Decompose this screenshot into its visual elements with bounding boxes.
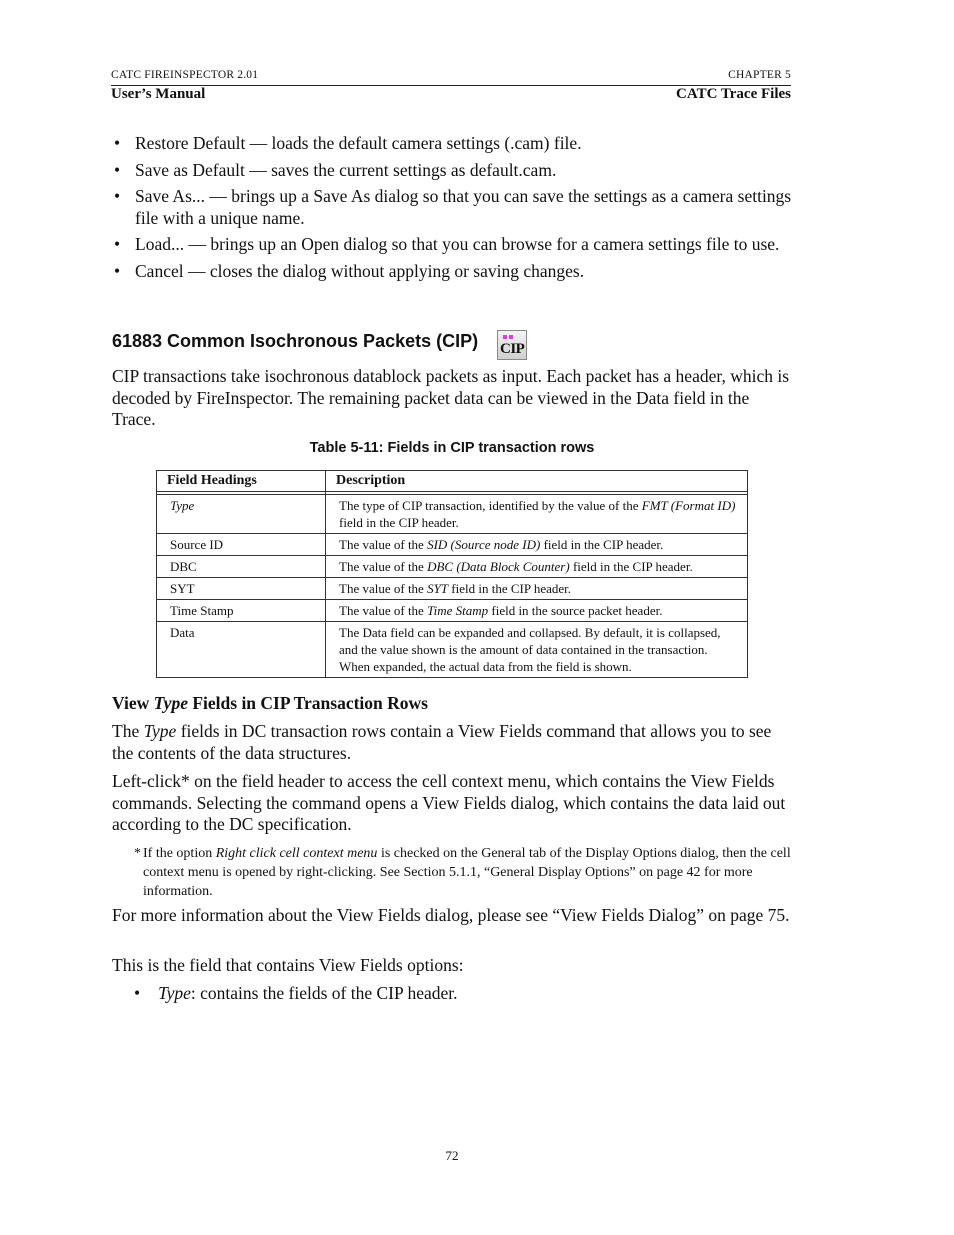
cip-toolbar-icon: [497, 330, 527, 360]
description-cell: The value of the SYT field in the CIP header.: [326, 578, 748, 600]
description-cell: The value of the SID (Source node ID) field in the CIP header.: [326, 534, 748, 556]
list-item: [112, 234, 792, 256]
list-item: [112, 133, 792, 155]
field-cell: Type: [157, 495, 326, 534]
footnote-star: *: [134, 846, 141, 861]
field-cell: Data: [157, 622, 326, 678]
paragraph: This is the field that contains View Fields options:: [112, 955, 464, 975]
section-title: 61883 Common Isochronous Packets (CIP): [112, 331, 479, 351]
list-item-text: Save As... — brings up a Save As dialog so that you can save the settings as a camera settings file with a unique name.: [135, 186, 792, 228]
bullet: •: [114, 159, 121, 180]
subsection-title: View Type Fields in CIP Transaction Rows: [112, 693, 428, 713]
table-row: [157, 534, 748, 556]
paragraph: The Type fields in DC transaction rows contain a View Fields command that allows you to see the contents of the data structures.: [112, 721, 772, 763]
list-item: [112, 160, 792, 182]
table-row: [157, 578, 748, 600]
list-item: • Type: contains the fields of the CIP header.: [134, 983, 458, 1003]
header-manual: User’s Manual: [111, 86, 206, 102]
field-cell: SYT: [157, 578, 326, 600]
table-caption: Table 5-11: Fields in CIP transaction rows: [309, 440, 595, 456]
button-description-list: [112, 133, 792, 287]
list-item-text: Load... — brings up an Open dialog so that you can browse for a camera settings file to use.: [135, 234, 780, 254]
field-cell: DBC: [157, 556, 326, 578]
bullet: •: [114, 186, 121, 206]
footnote: * If the option Right click cell context menu is checked on the General tab of the Display Options dialog, then the cell context menu is opened by right-clicking. See Section 5.1.1, “General Display Options” on page 42 for more information.: [134, 846, 791, 899]
header-chapter: CHAPTER 5: [728, 69, 791, 81]
list-item: [112, 186, 792, 229]
description-cell: The Data field can be expanded and collapsed. By default, it is collapsed, and the value shown is the amount of data contained in the transaction. When expanded, the actual data from the field is shown.: [326, 622, 748, 678]
bullet: •: [114, 234, 121, 254]
section-intro: CIP transactions take isochronous datablock packets as input. Each packet has a header, which is decoded by FireInspector. The remaining packet data can be viewed in the Data field in the Trace.: [112, 366, 790, 429]
description-cell: The value of the DBC (Data Block Counter) field in the CIP header.: [326, 556, 748, 578]
paragraph: For more information about the View Fields dialog, please see “View Fields Dialog” on page 75.: [112, 905, 790, 925]
table-header-row: [157, 471, 748, 492]
header-product: CATC FIREINSPECTOR 2.01: [111, 69, 259, 81]
description-cell: The type of CIP transaction, identified by the value of the FMT (Format ID) field in the CIP header.: [326, 495, 748, 534]
paragraph: Left-click* on the field header to access the cell context menu, which contains the View Fields commands. Selecting the command opens a View Fields dialog, which contains the data laid out according to the DC specification.: [112, 771, 786, 834]
field-cell: Source ID: [157, 534, 326, 556]
bullet: •: [114, 133, 121, 153]
column-header: Description: [326, 471, 748, 492]
cip-icon-label: CIP: [500, 341, 525, 357]
list-item-text: Cancel — closes the dialog without applying or saving changes.: [135, 260, 585, 281]
list-item: [112, 261, 792, 283]
bullet: •: [134, 983, 141, 1003]
header-section: CATC Trace Files: [676, 86, 791, 102]
table-row: [157, 622, 748, 678]
list-item-text: Save as Default — saves the current settings as default.cam.: [135, 159, 557, 180]
table-row: [157, 556, 748, 578]
list-item-text: Restore Default — loads the default camera settings (.cam) file.: [135, 133, 582, 153]
table-row: [157, 495, 748, 534]
field-cell: Time Stamp: [157, 600, 326, 622]
description-cell: The value of the Time Stamp field in the source packet header.: [326, 600, 748, 622]
bullet: •: [114, 260, 121, 281]
page-number: 72: [445, 1148, 459, 1163]
cip-fields-table: [156, 470, 748, 678]
column-header: Field Headings: [157, 471, 326, 492]
table-row: [157, 600, 748, 622]
